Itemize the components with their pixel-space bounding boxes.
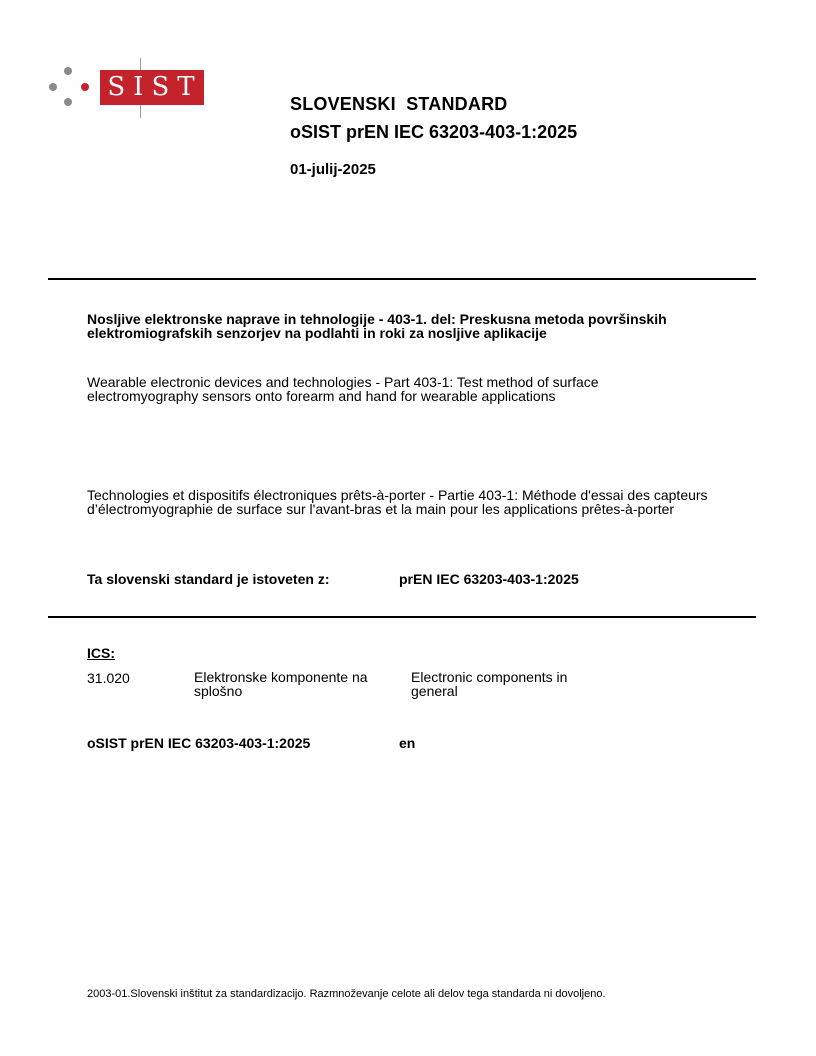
ics-description-en: Electronic components in general [411,669,568,699]
standard-type: SLOVENSKI STANDARD [290,94,508,114]
identity-label: Ta slovenski standard je istoveten z: [87,571,330,587]
copyright-footer: 2003-01.Slovenski inštitut za standardizacijo. Razmnoževanje celote ali delov tega standarda ni dovoljeno. [87,988,606,1000]
logo-dot [64,67,72,75]
divider-bottom [48,616,756,618]
standard-date: 01-julij-2025 [290,161,376,178]
ics-description-sl: Elektronske komponente na splošno [194,669,368,699]
sist-logo: SIST [100,70,204,105]
logo-dot [49,83,57,91]
document-language: en [399,735,416,751]
ics-label: ICS: [87,645,115,661]
ics-code: 31.020 [87,670,130,686]
title-slovenian: Nosljive elektronske naprave in tehnologije - 403-1. del: Preskusna metoda površinskih elektromiografskih senzorjev na podlahti in roki za nosljive aplikacije [87,311,667,341]
title-french: Technologies et dispositifs électroniques prêts-à-porter - Partie 403-1: Méthode d'essai des capteurs d’électromyographie de surface sur l'avant-bras et la main pour les applications prêtes-à-porter [87,487,708,517]
divider-top [48,278,756,280]
logo-dot-accent [81,83,89,91]
identity-value: prEN IEC 63203-403-1:2025 [399,571,579,587]
logo-dot [64,98,72,106]
title-english: Wearable electronic devices and technologies - Part 403-1: Test method of surface electromyography sensors onto forearm and hand for wearable applications [87,374,599,404]
standard-number: oSIST prEN IEC 63203-403-1:2025 [290,122,578,142]
document-id: oSIST prEN IEC 63203-403-1:2025 [87,735,311,751]
